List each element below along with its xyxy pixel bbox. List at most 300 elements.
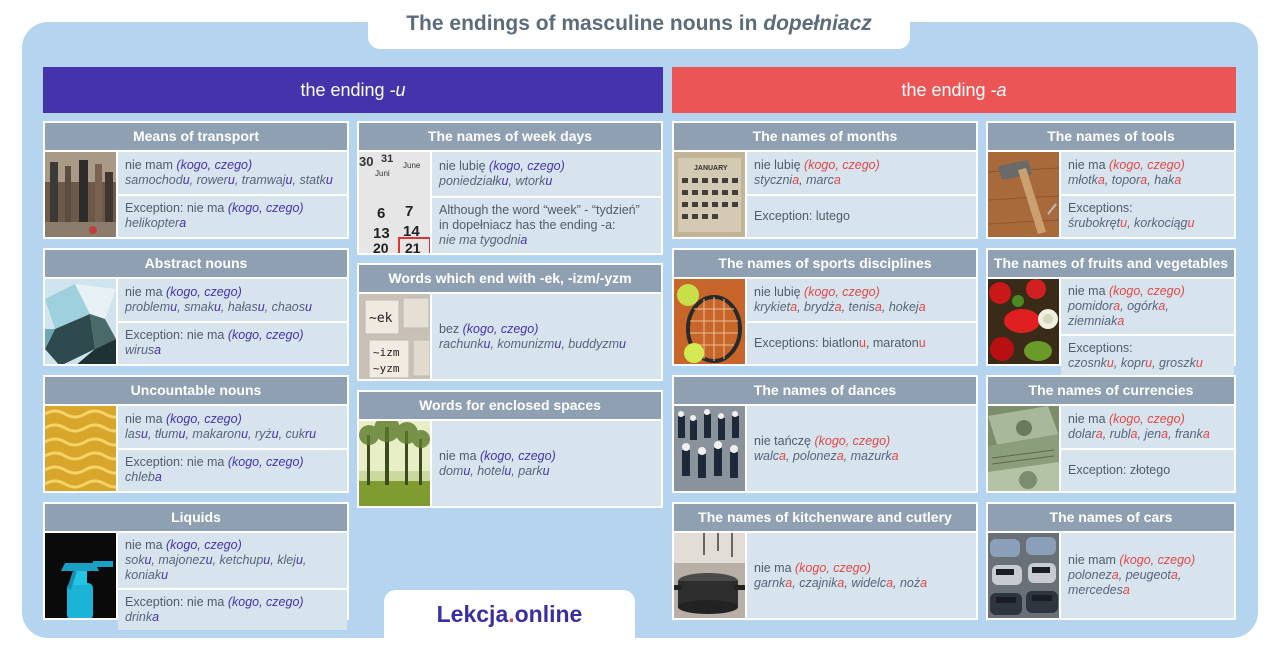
row-words xyxy=(125,470,340,485)
word-stem: problem xyxy=(125,299,171,314)
row-exception: Exceptions: xyxy=(1068,341,1133,355)
word-stem: ogórk xyxy=(1127,299,1159,313)
word-stem: styczni xyxy=(754,172,793,187)
row-lead: nie lubię xyxy=(754,157,805,172)
row-phrase xyxy=(125,455,340,470)
card-row xyxy=(1061,406,1234,448)
row-phrase xyxy=(125,538,340,553)
word-ending: u xyxy=(1120,216,1128,231)
card-heading: Uncountable nouns xyxy=(45,377,347,404)
card-names-of-kitchenware xyxy=(672,502,978,620)
tile-ek: ~ek xyxy=(369,311,393,326)
word-ending: a xyxy=(837,575,845,590)
row-lead: Exception: nie ma xyxy=(125,455,228,470)
card-names-of-cars xyxy=(986,502,1236,620)
word-stem: hokej xyxy=(888,299,919,314)
title-main: The endings of masculine nouns in xyxy=(406,12,764,35)
row-lead: nie mam xyxy=(125,157,177,172)
cars-photo xyxy=(988,533,1059,618)
word-ending: ru xyxy=(305,426,317,441)
calendar-photo xyxy=(359,152,430,253)
row-phrase xyxy=(439,449,654,464)
card-row xyxy=(118,533,347,588)
card-heading: The names of kitchenware and cutlery xyxy=(674,504,976,531)
card-heading: The names of tools xyxy=(988,123,1234,150)
card-heading: Means of transport xyxy=(45,123,347,150)
card-row xyxy=(747,152,976,194)
word-ending: a xyxy=(834,299,842,314)
word-stem: nie ma tygodni xyxy=(439,233,521,247)
row-words: rachunku, komunizmu, buddyzmu xyxy=(439,336,626,351)
tennis-photo xyxy=(674,279,745,364)
word-ending: a xyxy=(1097,172,1105,187)
band-u-prefix: the ending xyxy=(300,80,390,100)
word-ending: a xyxy=(918,299,926,314)
word-ending: a xyxy=(179,216,187,231)
word-ending: a xyxy=(520,233,528,247)
row-words: pomidora, ogórka, ziemniaka xyxy=(1068,299,1169,328)
card-row xyxy=(432,152,661,196)
row-words: czosnku, kopru, groszku xyxy=(1068,356,1203,370)
row-phrase xyxy=(1068,158,1227,173)
row-phrase xyxy=(754,434,969,449)
word-stem: majonez xyxy=(158,553,206,567)
card-row xyxy=(118,152,347,194)
row-phrase xyxy=(754,158,969,173)
card-row xyxy=(118,406,347,448)
word-stem: tramwaj xyxy=(241,172,286,187)
word-ending: a xyxy=(154,343,162,358)
row-lead: nie ma xyxy=(439,448,480,463)
row-phrase xyxy=(125,328,340,343)
word-stem: śrubokręt xyxy=(1068,216,1121,231)
row-question: (kogo, czego) xyxy=(804,284,880,299)
card-row xyxy=(118,450,347,492)
row-lead: nie ma xyxy=(1068,411,1109,426)
word-stem: makaron xyxy=(192,426,242,441)
row-words: soku, majonezu, ketchupu, kleju, koniaku xyxy=(125,553,307,582)
row-words: domu, hotelu, parku xyxy=(439,463,550,478)
brand-logo xyxy=(384,590,635,638)
word-stem: groszk xyxy=(1159,356,1196,370)
row-question: (kogo, czego) xyxy=(227,455,304,470)
row-question: (kogo, czego) xyxy=(480,448,556,463)
card-names-of-months xyxy=(672,121,978,239)
word-ending: a xyxy=(1122,583,1130,597)
word-stem: dom xyxy=(439,463,464,478)
word-ending: a xyxy=(1113,299,1121,313)
card-heading: The names of dances xyxy=(674,377,976,404)
row-lead: nie ma xyxy=(1068,284,1109,298)
word-stem: sok xyxy=(125,553,145,567)
row-question: (kogo, czego) xyxy=(795,560,871,575)
word-stem: buddyzm xyxy=(568,336,619,351)
card-heading: The names of cars xyxy=(988,504,1234,531)
card-row xyxy=(1061,336,1234,376)
logo-dot: . xyxy=(508,601,515,627)
word-ending: u xyxy=(213,299,221,314)
word-ending: a xyxy=(779,448,786,463)
row-phrase xyxy=(125,201,340,216)
card-row xyxy=(747,406,976,491)
row-question: (kogo, czego) xyxy=(227,328,304,343)
row-lead: nie ma xyxy=(125,411,166,426)
word-ending: a xyxy=(154,470,162,485)
card-heading: Words for enclosed spaces xyxy=(359,392,661,419)
word-ending: u xyxy=(545,174,553,188)
word-stem: mazurk xyxy=(850,448,892,463)
card-row xyxy=(432,294,661,379)
word-stem: korkociąg xyxy=(1134,216,1188,231)
card-heading: The names of sports disciplines xyxy=(674,250,976,277)
card-row xyxy=(1061,279,1234,334)
row-lead: bez xyxy=(439,321,463,336)
word-ending: u xyxy=(1187,216,1195,231)
row-phrase xyxy=(1068,284,1227,299)
word-stem: ziemniak xyxy=(1068,314,1118,328)
row-phrase xyxy=(125,158,340,173)
word-ending: u xyxy=(619,336,626,351)
row-exception: Exceptions: biatlonu, maratonu xyxy=(754,335,926,350)
row-phrase xyxy=(125,595,340,610)
card-row xyxy=(1061,152,1234,194)
word-stem: widelc xyxy=(851,575,887,590)
word-ending: a xyxy=(874,299,882,314)
word-ending: a xyxy=(891,448,899,463)
cal-num-9: 20 xyxy=(373,240,389,253)
word-stem: ryż xyxy=(254,426,272,441)
word-stem: Exceptions: biatlon xyxy=(754,335,859,350)
band-u-ending: -u xyxy=(389,80,406,100)
word-ending: u xyxy=(483,336,491,351)
card-names-of-tools xyxy=(986,121,1236,239)
word-ending: a xyxy=(1117,314,1125,328)
card-heading: The names of months xyxy=(674,123,976,150)
word-ending: u xyxy=(241,426,249,441)
word-ending: u xyxy=(305,299,312,314)
card-names-of-week-days xyxy=(357,121,663,255)
word-stem: wirus xyxy=(125,343,155,358)
card-means-of-transport xyxy=(43,121,349,239)
row-question: (kogo, czego) xyxy=(804,157,880,172)
card-row xyxy=(747,196,976,238)
row-phrase xyxy=(754,285,969,300)
word-stem: statk xyxy=(299,172,326,187)
row-words: problemu, smaku, hałasu, chaosu xyxy=(125,299,312,314)
word-stem: kopr xyxy=(1120,356,1146,370)
word-stem: hałas xyxy=(227,299,258,314)
word-stem: pomidor xyxy=(1068,299,1114,313)
word-stem: czosnk xyxy=(1068,356,1107,370)
word-stem: walc xyxy=(754,448,780,463)
word-ending: a xyxy=(792,172,800,187)
card-row xyxy=(747,279,976,321)
word-stem: chaos xyxy=(271,299,306,314)
word-stem: polonez xyxy=(1068,568,1112,582)
word-tiles-photo xyxy=(359,294,430,379)
word-stem: topor xyxy=(1111,172,1141,187)
tile-yzm: ~yzm xyxy=(373,362,400,375)
row-phrase xyxy=(754,561,969,576)
word-stem: chleb xyxy=(125,470,155,485)
row-words: lasu, tłumu, makaronu, ryżu, cukru xyxy=(125,426,317,441)
word-ending: u xyxy=(1195,356,1203,370)
hammer-photo xyxy=(988,152,1059,237)
word-ending: a xyxy=(1140,172,1148,187)
word-ending: a xyxy=(886,575,894,590)
word-stem: dolar xyxy=(1068,426,1096,441)
row-question: (kogo, czego) xyxy=(814,433,891,448)
row-question: (kogo, czego) xyxy=(1109,157,1185,172)
row-phrase xyxy=(125,285,340,300)
word-stem: noż xyxy=(899,575,921,590)
row-words xyxy=(125,343,340,358)
word-stem: ketchup xyxy=(219,553,264,567)
row-question: (kogo, czego) xyxy=(176,157,253,172)
park-photo xyxy=(359,421,430,506)
row-lead: nie lubię xyxy=(754,284,805,299)
word-stem: cuk xyxy=(285,426,305,441)
word-stem: marc xyxy=(806,172,834,187)
word-stem: mercedes xyxy=(1068,583,1123,597)
band-ending-u xyxy=(43,67,663,113)
transport-photo xyxy=(45,152,116,237)
card-row xyxy=(1061,196,1234,238)
word-stem: peugeot xyxy=(1125,568,1171,582)
word-ending: u xyxy=(263,553,271,567)
cal-num-5: 6 xyxy=(377,205,386,222)
row-phrase xyxy=(439,159,654,174)
word-ending: u xyxy=(858,335,866,350)
row-words xyxy=(125,216,340,231)
word-ending: a xyxy=(785,575,793,590)
word-stem: rachunk xyxy=(439,336,484,351)
word-ending: u xyxy=(542,463,550,478)
word-ending: u xyxy=(257,299,265,314)
card-heading: The names of week days xyxy=(359,123,661,150)
row-words: poniedziałku, wtorku xyxy=(439,174,553,188)
word-ending: u xyxy=(325,172,333,187)
title-italic: dopełniacz xyxy=(763,12,872,35)
word-stem: drink xyxy=(125,610,153,624)
cal-num-6: 7 xyxy=(405,203,414,220)
word-ending: a xyxy=(920,575,928,590)
card-uncountable-nouns xyxy=(43,375,349,493)
cal-word: JANUARY xyxy=(694,165,728,172)
word-stem: las xyxy=(125,426,141,441)
word-ending: a xyxy=(1130,426,1138,441)
row-question: (kogo, czego) xyxy=(462,321,539,336)
word-ending: a xyxy=(790,299,798,314)
word-ending: a xyxy=(1161,426,1169,441)
word-stem: maraton xyxy=(872,335,919,350)
row-lead: nie ma xyxy=(125,284,166,299)
cal-num-1: 30 xyxy=(359,154,374,169)
word-stem: czajnik xyxy=(799,575,838,590)
pasta-photo xyxy=(45,406,116,491)
word-ending: u xyxy=(463,463,471,478)
row-words: garnka, czajnika, widelca, noża xyxy=(754,575,928,590)
word-stem: park xyxy=(518,463,543,478)
cal-num-2: 31 xyxy=(381,153,394,165)
row-question: (kogo, czego) xyxy=(166,284,242,299)
word-ending: u xyxy=(1145,356,1153,370)
word-stem: klej xyxy=(277,553,296,567)
word-ending: u xyxy=(178,426,186,441)
card-names-of-currencies xyxy=(986,375,1236,493)
cal-num-10: 21 xyxy=(405,240,421,253)
row-question: (kogo, czego) xyxy=(227,201,304,216)
word-stem: smak xyxy=(184,299,214,314)
january-calendar-photo xyxy=(674,152,745,237)
row-exception: Exception: złotego xyxy=(1068,462,1171,477)
row-words xyxy=(439,233,654,248)
card-abstract-nouns xyxy=(43,248,349,366)
row-words: walca, poloneza, mazurka xyxy=(754,448,899,463)
word-ending: u xyxy=(144,553,152,567)
band-ending-a xyxy=(672,67,1236,113)
card-words-ending-ek-izm xyxy=(357,263,663,381)
word-stem: komunizm xyxy=(497,336,555,351)
spray-bottle-photo xyxy=(45,533,116,618)
row-phrase xyxy=(439,322,654,337)
card-row xyxy=(118,590,347,630)
card-row xyxy=(118,323,347,365)
word-ending: u xyxy=(161,568,169,582)
row-lead: nie lubię xyxy=(439,159,490,173)
band-a-prefix: the ending xyxy=(901,80,991,100)
word-ending: u xyxy=(504,463,512,478)
row-question: (kogo, czego) xyxy=(1109,284,1185,298)
row-words xyxy=(125,610,340,625)
row-words: poloneza, peugeota, xyxy=(1068,568,1182,582)
word-stem: brydż xyxy=(804,299,835,314)
card-heading: The names of currencies xyxy=(988,377,1234,404)
word-stem: rower xyxy=(196,172,228,187)
row-exception: Exceptions: xyxy=(1068,201,1133,216)
row-note: Although the word “week” - “tydzień” xyxy=(439,203,640,217)
word-stem: tłum xyxy=(154,426,179,441)
word-ending: a xyxy=(833,172,841,187)
card-heading: Liquids xyxy=(45,504,347,531)
logo-part2: online xyxy=(514,601,583,627)
cal-num-8: 14 xyxy=(403,223,420,240)
card-heading: Abstract nouns xyxy=(45,250,347,277)
row-question: (kogo, czego) xyxy=(166,538,242,552)
word-stem: młotk xyxy=(1068,172,1098,187)
word-ending: u xyxy=(227,172,235,187)
row-words: krykieta, brydża, tenisa, hokeja xyxy=(754,299,926,314)
vegetables-photo xyxy=(988,279,1059,364)
cal-num-3: June xyxy=(403,161,421,170)
word-ending: a xyxy=(1170,568,1178,582)
word-ending: u xyxy=(140,426,148,441)
row-words xyxy=(1068,583,1227,598)
band-a-ending: -a xyxy=(990,80,1007,100)
word-ending: a xyxy=(1095,426,1103,441)
word-ending: u xyxy=(205,553,213,567)
card-heading: Words which end with -ek, -izm/-yzm xyxy=(359,265,661,292)
dancers-photo xyxy=(674,406,745,491)
word-stem: tenis xyxy=(848,299,875,314)
card-row xyxy=(1061,450,1234,492)
row-words: śrubokrętu, korkociągu xyxy=(1068,216,1195,231)
row-lead: Exception: nie ma xyxy=(125,595,228,609)
logo-part1: Lekcja xyxy=(436,601,509,627)
word-ending: a xyxy=(1202,426,1210,441)
word-ending: u xyxy=(182,172,190,187)
card-words-for-enclosed-spaces xyxy=(357,390,663,508)
word-stem: samochod xyxy=(125,172,183,187)
card-row xyxy=(747,533,976,618)
cal-num-7: 13 xyxy=(373,225,390,242)
word-ending: a xyxy=(836,448,844,463)
row-lead: nie ma xyxy=(125,538,166,552)
card-names-of-sports-disciplines xyxy=(672,248,978,366)
card-row xyxy=(747,323,976,365)
word-ending: a xyxy=(1158,299,1166,313)
pot-photo xyxy=(674,533,745,618)
row-phrase xyxy=(1068,412,1227,427)
word-stem: hak xyxy=(1154,172,1175,187)
word-stem: wtork xyxy=(515,174,546,188)
word-ending: a xyxy=(1174,172,1182,187)
word-stem: frank xyxy=(1175,426,1203,441)
row-question: (kogo, czego) xyxy=(489,159,565,173)
card-names-of-fruits-vegetables xyxy=(986,248,1236,370)
card-row xyxy=(118,279,347,321)
word-ending: u xyxy=(285,172,293,187)
row-words: dolara, rubla, jena, franka xyxy=(1068,426,1210,441)
word-stem: poniedziałk xyxy=(439,174,502,188)
word-stem: helikopter xyxy=(125,216,180,231)
card-names-of-dances xyxy=(672,375,978,493)
row-exception: Exception: lutego xyxy=(754,208,850,223)
word-stem: krykiet xyxy=(754,299,791,314)
abstract-photo xyxy=(45,279,116,364)
row-lead: nie tańczę xyxy=(754,433,815,448)
word-ending: u xyxy=(1106,356,1114,370)
row-lead: Exception: nie ma xyxy=(125,201,228,216)
banknotes-photo xyxy=(988,406,1059,491)
row-question: (kogo, czego) xyxy=(166,411,242,426)
row-lead: nie ma xyxy=(1068,157,1109,172)
row-lead: nie mam xyxy=(1068,553,1120,567)
word-ending: a xyxy=(1111,568,1119,582)
word-stem: koniak xyxy=(125,568,162,582)
word-ending: u xyxy=(271,426,279,441)
word-ending: a xyxy=(152,610,160,624)
word-ending: u xyxy=(554,336,562,351)
row-question: (kogo, czego) xyxy=(1109,411,1185,426)
word-ending: u xyxy=(501,174,509,188)
cal-num-4: Juni xyxy=(375,169,390,178)
row-note: in dopełniacz has the ending -a: xyxy=(439,218,616,232)
word-stem: jen xyxy=(1144,426,1162,441)
row-words: stycznia, marca xyxy=(754,172,841,187)
page-title xyxy=(368,3,910,49)
word-stem: polonez xyxy=(792,448,837,463)
card-row xyxy=(432,198,661,253)
row-phrase xyxy=(125,412,340,427)
card-liquids xyxy=(43,502,349,624)
card-row xyxy=(1061,533,1234,618)
word-ending: u xyxy=(918,335,926,350)
row-words: samochodu, roweru, tramwaju, statku xyxy=(125,172,333,187)
row-question: (kogo, czego) xyxy=(227,595,304,609)
row-lead: nie ma xyxy=(754,560,795,575)
word-stem: hotel xyxy=(477,463,505,478)
